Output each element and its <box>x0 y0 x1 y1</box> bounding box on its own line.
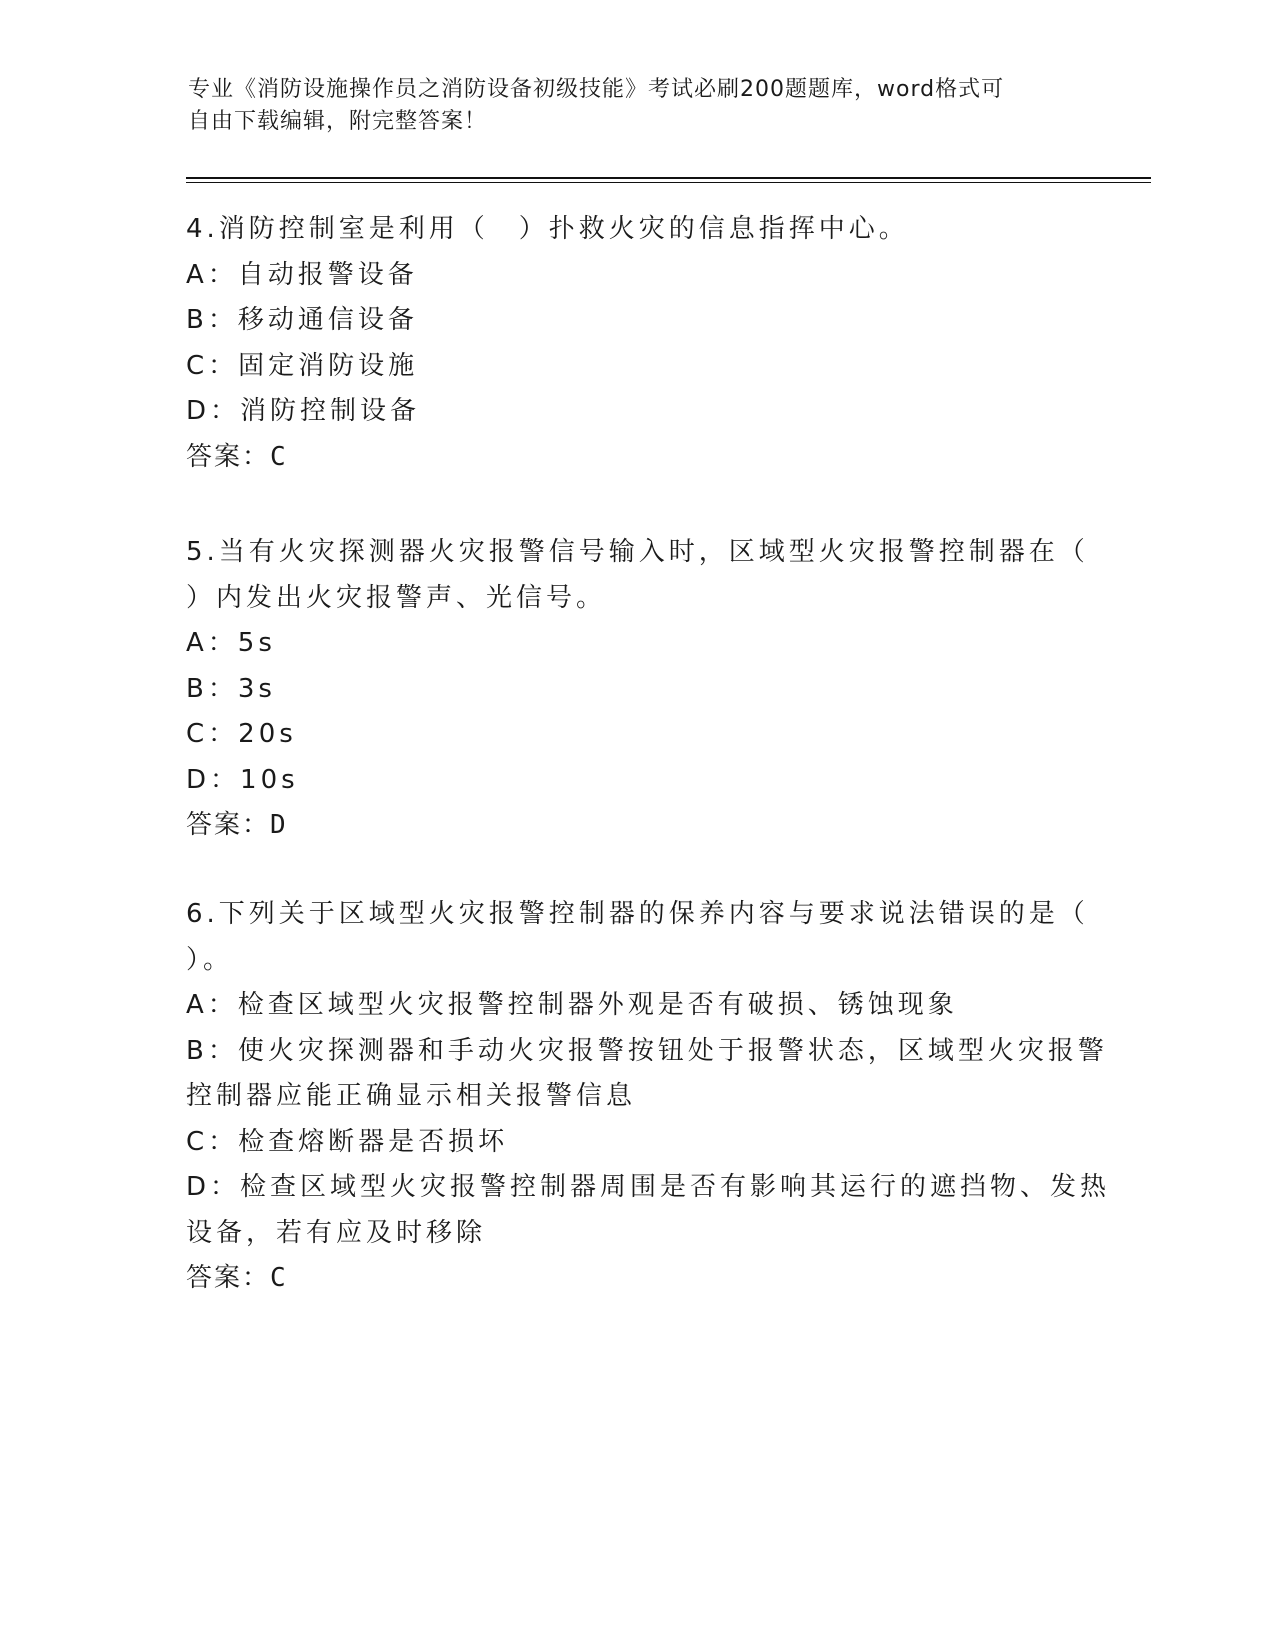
answer-label: 答案： <box>186 1263 271 1293</box>
answer-value: C <box>270 1263 286 1293</box>
question-5 <box>186 530 1089 849</box>
answer-label: 答案： <box>186 810 271 840</box>
option-a: A：自动报警设备 <box>186 259 418 290</box>
option-d: D：消防控制设备 <box>186 396 421 426</box>
header-line-1: 专业《消防设施操作员之消防设备初级技能》考试必刷200题题库，word格式可 <box>188 77 1005 102</box>
question-line: ）内发出火灾报警声、光信号。 <box>186 582 607 613</box>
header-line-2: 自由下载编辑，附完整答案！ <box>188 109 488 134</box>
option-d: D：检查区域型火灾报警控制器周围是否有影响其运行的遮挡物、发热 <box>186 1172 1111 1202</box>
header-divider <box>186 177 1151 179</box>
option-b-continued: 控制器应能正确显示相关报警信息 <box>186 1081 637 1111</box>
answer-label: 答案： <box>186 441 271 472</box>
question-line: 5.当有火灾探测器火灾报警信号输入时，区域型火灾报警控制器在（ <box>186 537 1089 567</box>
option-b: B：移动通信设备 <box>186 305 418 335</box>
header-divider-thin <box>186 182 1151 183</box>
answer-value: D <box>270 810 286 840</box>
question-4 <box>186 207 1086 480</box>
question-6 <box>186 892 1111 1302</box>
question-text <box>186 207 1086 253</box>
question-line: 6.下列关于区域型火灾报警控制器的保养内容与要求说法错误的是（ <box>186 899 1089 929</box>
question-text <box>186 892 1089 983</box>
answer-line <box>186 803 1086 849</box>
answer-value: C <box>270 441 286 472</box>
option-d: D：10s <box>186 764 299 795</box>
option-b: B：使火灾探测器和手动火灾报警按钮处于报警状态，区域型火灾报警 <box>186 1035 1108 1066</box>
answer-line <box>186 435 1086 481</box>
question-line: ）。 <box>186 944 234 975</box>
option-b: B：3s <box>186 673 276 704</box>
question-text <box>186 530 1089 621</box>
option-d-continued: 设备，若有应及时移除 <box>186 1217 487 1248</box>
answer-line <box>186 1256 1086 1302</box>
option-c: C：20s <box>186 719 297 749</box>
question-line: 4.消防控制室是利用（ ）扑救火灾的信息指挥中心。 <box>186 214 909 244</box>
option-a: A：5s <box>186 628 276 658</box>
option-a: A：检查区域型火灾报警控制器外观是否有破损、锈蚀现象 <box>186 990 958 1020</box>
option-c: C：固定消防设施 <box>186 350 419 381</box>
option-c: C：检查熔断器是否损坏 <box>186 1126 509 1157</box>
document-header <box>188 74 1068 138</box>
